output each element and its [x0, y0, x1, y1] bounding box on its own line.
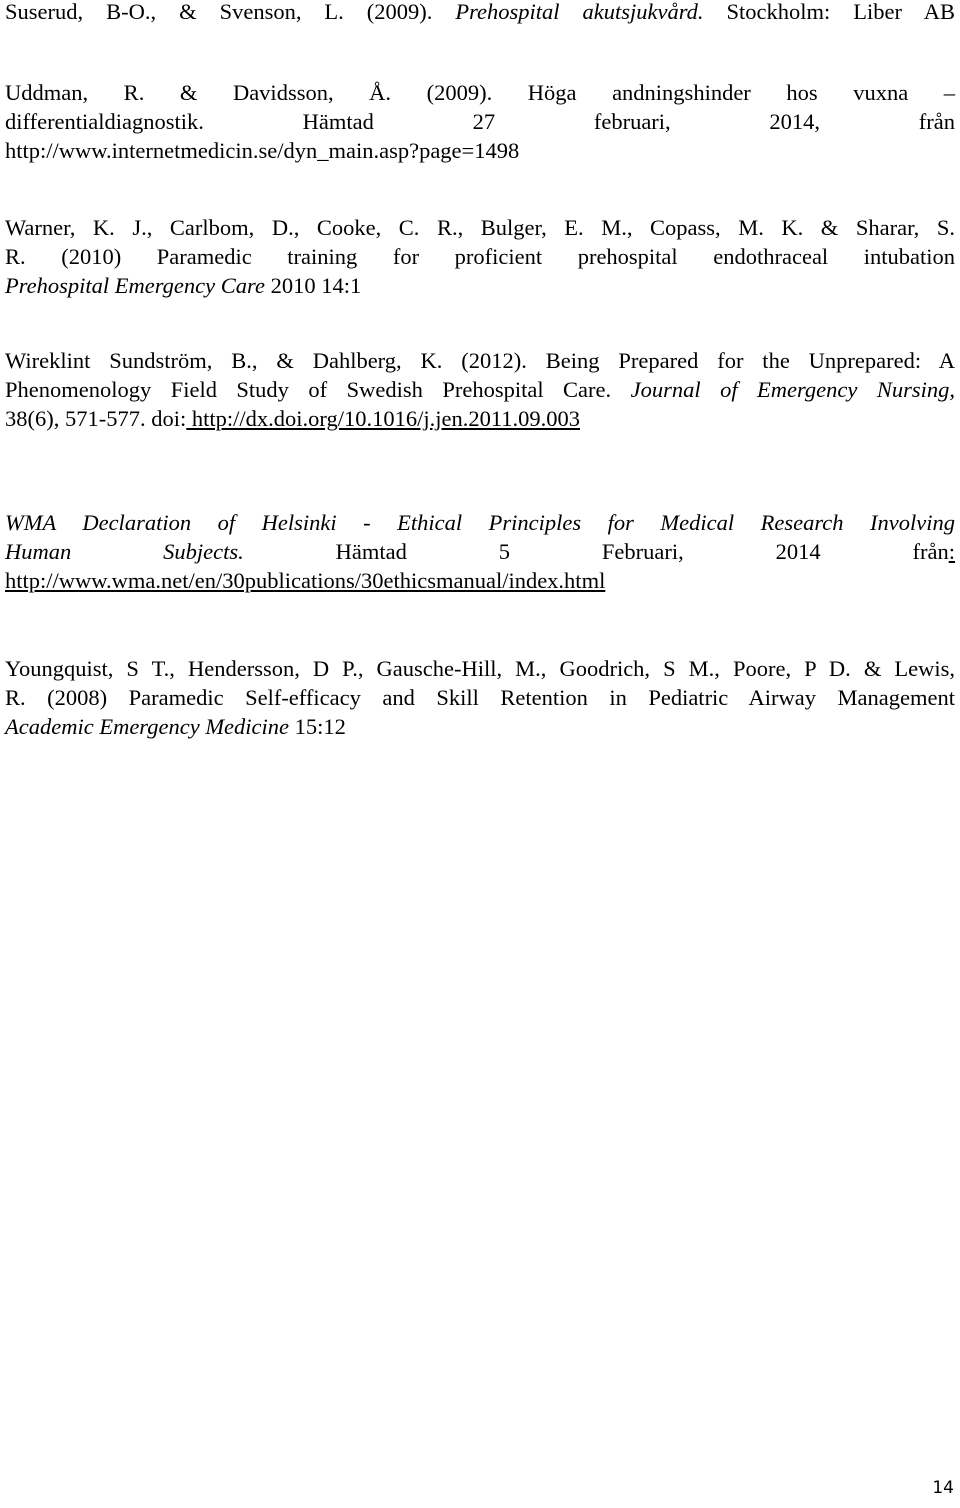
- reference-uddman: [5, 78, 955, 165]
- reference-line: Warner, K. J., Carlbom, D., Cooke, C. R., Bulger, E. M., Copass, M. K. & Sharar, S.: [5, 215, 955, 240]
- reference-line: Suserud, B-O., & Svenson, L. (2009). Prehospital akutsjukvård. Stockholm: Liber AB: [5, 0, 956, 24]
- reference-line: WMA Declaration of Helsinki - Ethical Principles for Medical Research Involving: [5, 510, 955, 535]
- reference-wma: [5, 508, 955, 595]
- wma-link[interactable]: http://www.wma.net/en/30publications/30ethicsmanual/index.html: [5, 568, 606, 593]
- reference-line: Uddman, R. & Davidsson, Å. (2009). Höga andningshinder hos vuxna –: [5, 80, 955, 105]
- reference-line: Phenomenology Field Study of Swedish Prehospital Care. Journal of Emergency Nursing,: [5, 377, 956, 402]
- reference-line: Wireklint Sundström, B., & Dahlberg, K. (2012). Being Prepared for the Unprepared: A: [5, 348, 955, 373]
- reference-wireklint: [5, 346, 955, 433]
- reference-line: Youngquist, S T., Hendersson, D P., Gausche-Hill, M., Goodrich, S M., Poore, P D. & Lewis,: [5, 656, 955, 681]
- reference-suserud: [5, 0, 955, 26]
- doi-link[interactable]: http://dx.doi.org/10.1016/j.jen.2011.09.003: [186, 406, 580, 431]
- reference-line: 38(6), 571-577. doi: http://dx.doi.org/10.1016/j.jen.2011.09.003: [5, 406, 580, 431]
- reference-warner: [5, 213, 955, 300]
- reference-line: R. (2010) Paramedic training for proficient prehospital endothraceal intubation: [5, 244, 955, 269]
- reference-line: R. (2008) Paramedic Self-efficacy and Skill Retention in Pediatric Airway Management: [5, 685, 955, 710]
- reference-line: differentialdiagnostik. Hämtad 27 februari, 2014, från: [5, 109, 955, 134]
- reference-line: Human Subjects. Hämtad 5 Februari, 2014 från:: [5, 539, 956, 564]
- reference-line: Academic Emergency Medicine 15:12: [5, 714, 346, 739]
- reference-url: http://www.internetmedicin.se/dyn_main.asp?page=1498: [5, 138, 520, 163]
- reference-youngquist: [5, 654, 955, 741]
- reference-line: Prehospital Emergency Care 2010 14:1: [5, 273, 362, 298]
- page-number: 14: [932, 1478, 954, 1498]
